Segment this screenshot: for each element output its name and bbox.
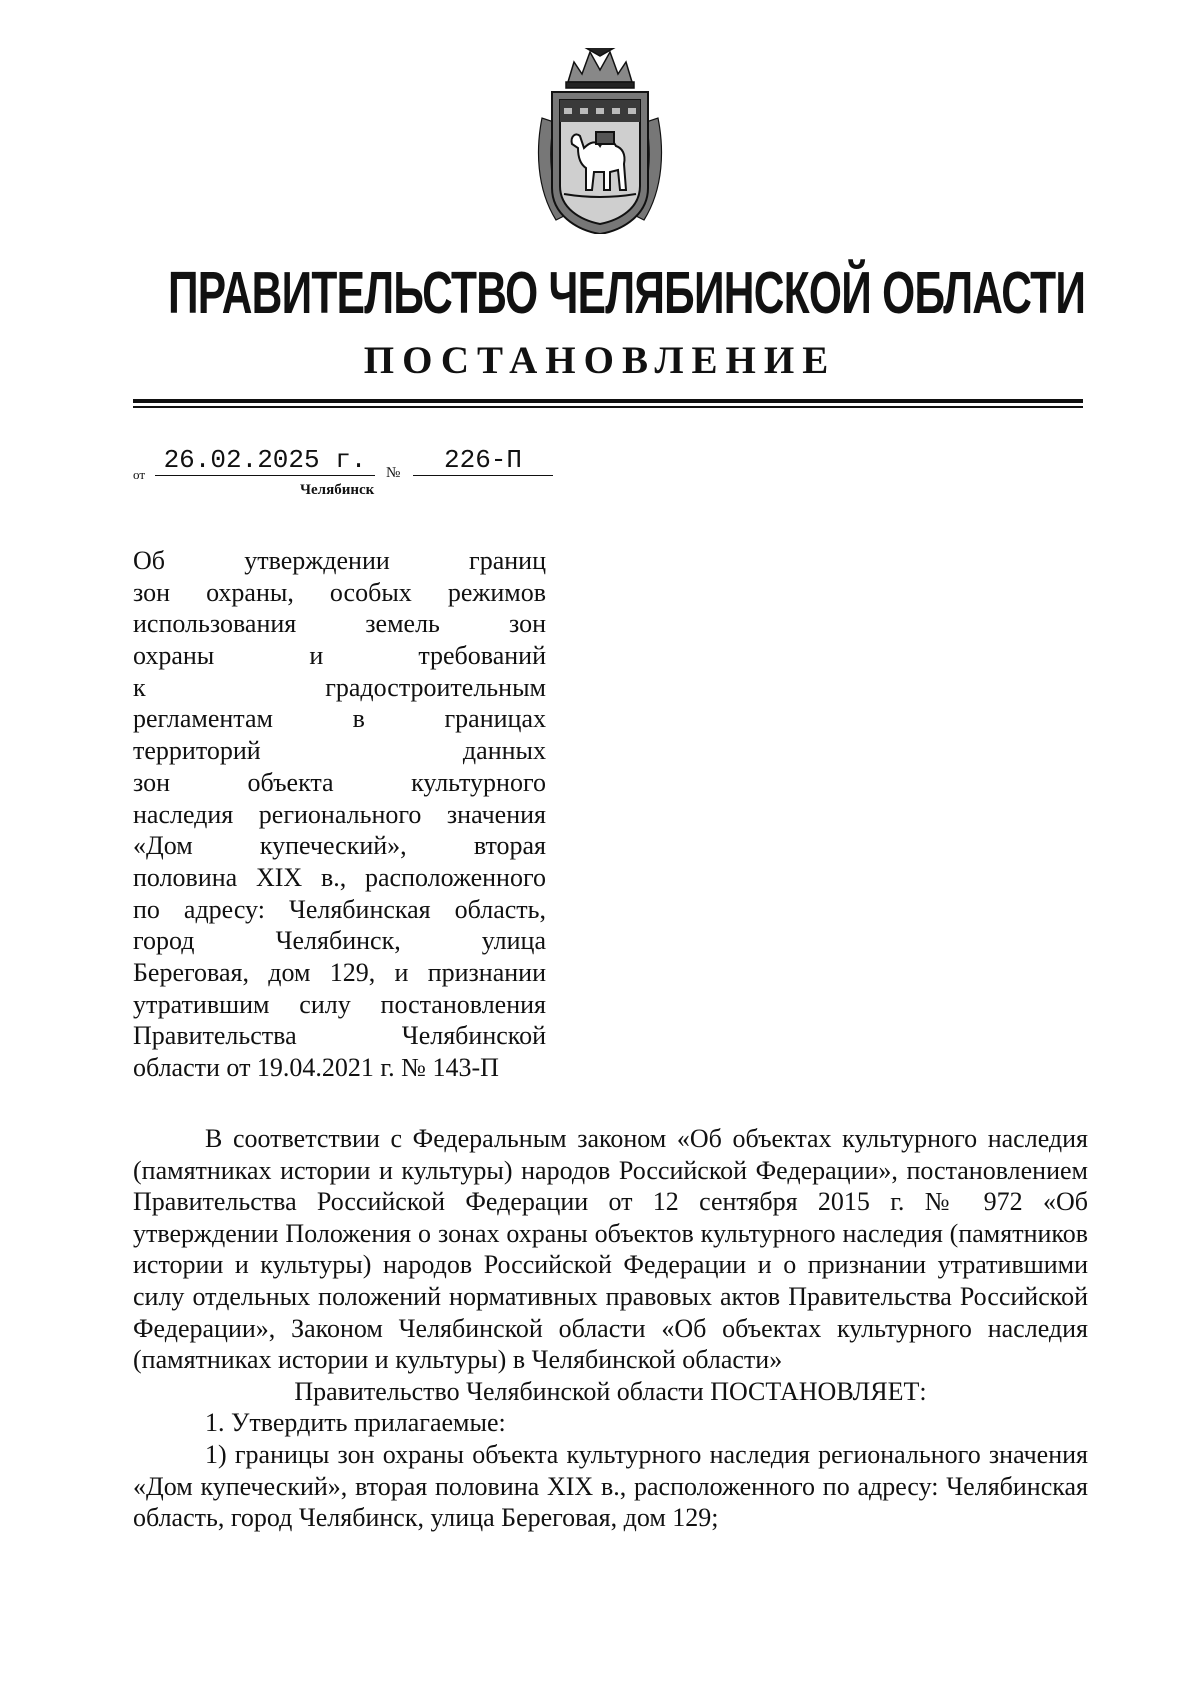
subject-line: по адресу: Челябинская область, [133,894,546,924]
date-prefix-label: от [133,467,146,482]
preamble-paragraph: В соответствии с Федеральным законом «Об объектах культурного наследия (памятниках истории и культуры) народов Российской Федерации», постановлением Правительства Российской Федерации от 12 сентября 2015 г. № 972 «Об утверждении Положения о зонах охраны объектов культурного наследия (памятников истории и культуры) народов Российской Федерации и о признании утратившими силу отдельных положений нормативных правовых актов Правительства Российской Федерации», Законом Челябинской области «Об объектах культурного наследия (памятниках истории и культуры) в Челябинской области» [133,1124,1088,1375]
clause-1: 1. Утвердить прилагаемые: [205,1408,506,1438]
subject-line: город Челябинск, улица [133,926,546,956]
city-label: Челябинск [300,482,375,498]
subject-line: половина XIX в., расположенного [133,862,546,892]
document-date: 26.02.2025 г. [155,445,375,476]
subject-line: зон охраны, особых режимов [133,577,546,607]
clause-1-subitem-1: 1) границы зон охраны объекта культурного наследия регионального значения «Дом купеческий», вторая половина XIX в., расположенного по адресу: Челябинская область, город Челябинск, улица Береговая, дом 129; [133,1439,1088,1533]
document-body [133,1123,1088,1534]
crown-icon [566,48,634,88]
subject-line: Береговая, дом 129, и признании [133,957,546,987]
header-divider-thick [133,399,1083,403]
subject-line: области от 19.04.2021 г. № 143-П [133,1053,499,1082]
subject-line: территорий данных [133,736,546,766]
organization-title: ПРАВИТЕЛЬСТВО ЧЕЛЯБИНСКОЙ ОБЛАСТИ [167,260,1086,326]
header-divider-thin [133,406,1083,408]
subject-line: использования земель зон [133,609,546,639]
subject-line: наследия регионального значения [133,799,546,829]
subject-line: Правительства Челябинской [133,1021,546,1051]
number-sign-label: № [386,465,401,481]
subject-line: регламентам в границах [133,704,546,734]
subject-line: «Дом купеческий», вторая [133,831,546,861]
subject-line: зон объекта культурного [133,767,546,797]
subject-line: утратившим силу постановления [133,989,546,1019]
subject-line: к градостроительным [133,672,546,702]
resolution-statement: Правительство Челябинской области ПОСТАНОВЛЯЕТ: [294,1376,927,1406]
document-number: 226-П [413,445,553,476]
subject-line: охраны и требований [133,641,546,671]
subject-line: Об утверждении границ [133,546,546,575]
document-type-title: ПОСТАНОВЛЕНИЕ [363,339,837,382]
chelyabinsk-coat-of-arms-icon [534,48,666,234]
document-subject [133,545,546,1084]
